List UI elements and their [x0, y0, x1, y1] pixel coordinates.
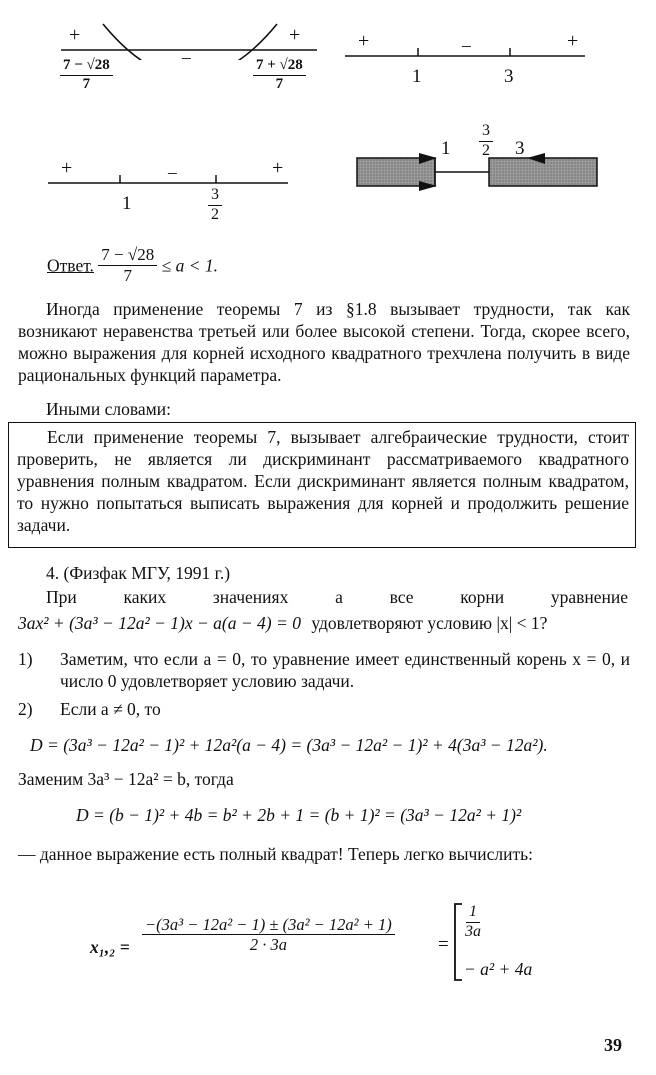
root-case-1: $\frac{1}{3a}$ [465, 903, 481, 940]
parabola-diagram [55, 20, 325, 110]
interval-diagram [355, 120, 605, 200]
answer-line [47, 246, 218, 285]
plus-sign: + [272, 157, 284, 179]
discriminant-formula-2: D = (b − 1)² + 4b = b² + 2b + 1 = (b + 1)² = (3a³ − 12a² + 1)² [76, 805, 522, 825]
interval-label-fraction: $\frac{3}{2}$ [479, 123, 493, 160]
item-number: 2) [18, 699, 33, 719]
plus-sign: + [61, 157, 73, 179]
interval-label: 3 [515, 138, 525, 159]
page-number: 39 [604, 1035, 622, 1055]
problem-equation-line [18, 612, 630, 634]
plus-sign: + [289, 24, 301, 46]
rule-text: Если применение теоремы 7, вызывает алгебраические трудности, стоит проверить, не является ли дискриминант рассматриваемого квадратного уравнения полным квадратом. Если дискриминант является полным квадратом, то нужно попытаться выписать выражения для корней и продолжить решение задачи. [17, 427, 629, 535]
left-root-label: $\frac{7 - √28}{7}$ [60, 58, 113, 93]
answer-fraction: $\frac{7 - √28}{7}$ [98, 246, 157, 285]
roots-formula [90, 903, 560, 988]
plus-sign: + [358, 30, 370, 52]
paragraph: Иными словами: [46, 399, 171, 419]
equation: 3ax² + (3a³ − 12a² − 1)x − a(a − 4) = 0 [18, 613, 301, 633]
plus-sign: + [69, 24, 81, 46]
minus-sign: – [168, 162, 177, 182]
list-item [18, 698, 630, 720]
problem-header: 4. (Физфак МГУ, 1991 г.) [46, 563, 231, 583]
minus-sign: – [182, 47, 191, 67]
roots-fraction: $\frac{\text{−(3a³ − 12a² − 1) ± (3a² − 12a² + 1)}}{2 \cdot 3a}$ [142, 916, 395, 954]
item-number: 1) [18, 649, 33, 669]
minus-sign: – [462, 35, 471, 55]
paragraph: — данное выражение есть полный квадрат! Теперь легко вычислить: [18, 844, 533, 864]
tick-label: 1 [412, 66, 422, 87]
tick-label-fraction: $\frac{3}{2}$ [208, 187, 222, 224]
paragraph: Иногда применение теоремы 7 из §1.8 вызывает трудности, так как возникают неравенства третьей или более высокой степени. Тогда, скорее всего, можно выражения для корней исходного квадратного трехчлена получить в виде рациональных функций параметра. [18, 299, 630, 385]
right-root-label: $\frac{7 + √28}{7}$ [253, 58, 306, 93]
answer-inequality: ≤ a < 1. [161, 255, 219, 276]
discriminant-formula: D = (3a³ − 12a² − 1)² + 12a²(a − 4) = (3a³ − 12a² − 1)² + 4(3a³ − 12a²). [30, 735, 548, 755]
tick-label: 3 [504, 66, 514, 87]
equals-sign: = [438, 934, 449, 955]
roots-lhs: x₁,₂ = [90, 937, 130, 957]
item-text: Заметим, что если a = 0, то уравнение имеет единственный корень x = 0, и число 0 удовлетворяет условию задачи. [60, 649, 630, 691]
rule-box [8, 422, 636, 548]
root-case-2: − a² + 4a [464, 959, 533, 979]
answer-label: Ответ. [47, 255, 94, 276]
interval-label: 1 [441, 138, 451, 159]
plus-sign: + [567, 30, 579, 52]
tick-label: 1 [122, 193, 132, 214]
sign-line-1-3-2 [48, 155, 293, 235]
problem-statement: При каких значениях a все корни уравнение [46, 587, 628, 607]
substitution-line: Заменим 3a³ − 12a² = b, тогда [18, 769, 234, 789]
item-text: Если a ≠ 0, то [60, 699, 161, 719]
sign-line-1-3 [345, 28, 590, 88]
condition: удовлетворяют условию |x| < 1? [311, 613, 548, 633]
list-item [18, 648, 630, 692]
